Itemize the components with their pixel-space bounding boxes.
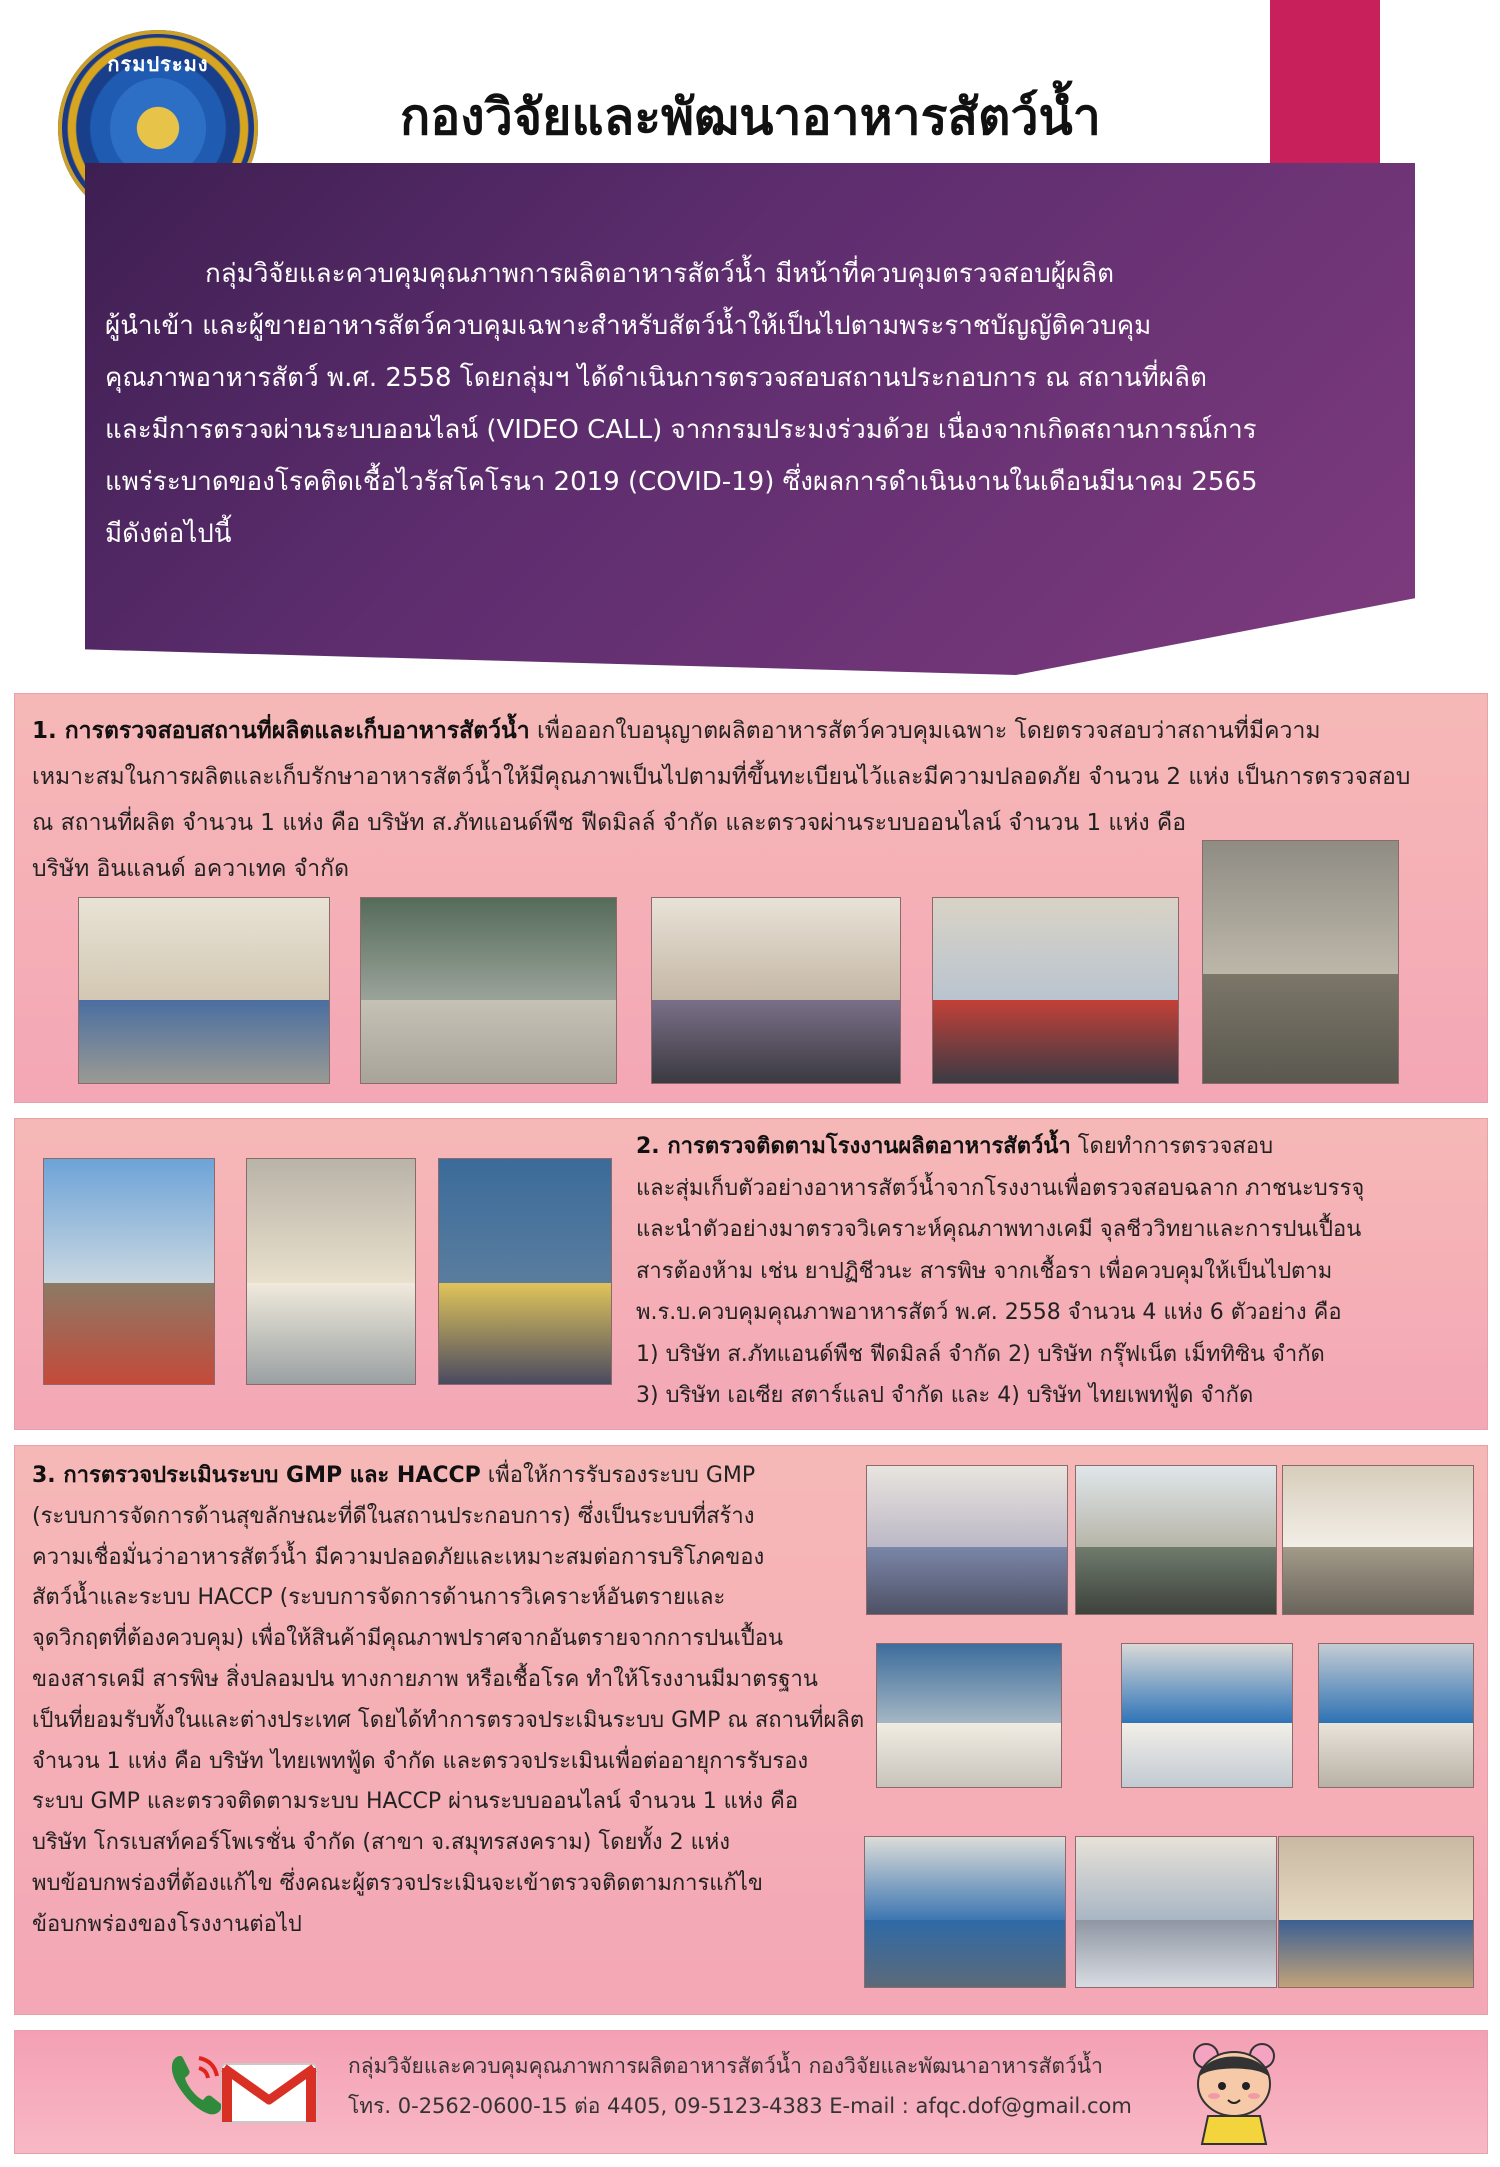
photo-online-audit-staff: [1278, 1836, 1474, 1988]
section-3-line: ความเชื่อมั่นว่าอาหารสัตว์น้ำ มีความปลอดภัยและเหมาะสมต่อการบริโภคของ: [32, 1544, 765, 1570]
section-2-heading: 2. การตรวจติดตามโรงงานผลิตอาหารสัตว์น้ำ: [636, 1134, 1071, 1159]
photo-haccp-desk: [876, 1643, 1062, 1788]
intro-line: คุณภาพอาหารสัตว์ พ.ศ. 2558 โดยกลุ่มฯ ได้ดำเนินการตรวจสอบสถานประกอบการ ณ สถานที่ผลิต: [105, 363, 1207, 393]
section-1-line: บริษัท อินแลนด์ อควาเทค จำกัด: [32, 856, 350, 882]
photo-factory-floor: [360, 897, 617, 1084]
section-2-line: โดยทำการตรวจสอบ: [1070, 1134, 1274, 1159]
mail-icon: [218, 2060, 320, 2126]
section-2-line: พ.ร.บ.ควบคุมคุณภาพอาหารสัตว์ พ.ศ. 2558 จำนวน 4 แห่ง 6 ตัวอย่าง คือ: [636, 1300, 1342, 1325]
photo-sample-labeling: [438, 1158, 612, 1385]
mascot-character-icon: [1188, 2036, 1280, 2146]
section-3-line: เพื่อให้การรับรองระบบ GMP: [480, 1463, 756, 1488]
photo-warehouse-inspection: [78, 897, 330, 1084]
section-3-line: ของสารเคมี สารพิษ สิ่งปลอมปน ทางกายภาพ หรือเชื้อโรค ทำให้โรงงานมีมาตรฐาน: [32, 1666, 818, 1692]
section-3-line: ข้อบกพร่องของโรงงานต่อไป: [32, 1911, 302, 1937]
photo-online-audit-laptop: [1075, 1836, 1277, 1988]
photo-production-line: [1202, 840, 1399, 1084]
section-3-line: บริษัท โกรเบสท์คอร์โพเรชั่น จำกัด (สาขา จ.สมุทรสงคราม) โดยทั้ง 2 แห่ง: [32, 1830, 731, 1856]
section-2-line: และสุ่มเก็บตัวอย่างอาหารสัตว์น้ำจากโรงงานเพื่อตรวจสอบฉลาก ภาชนะบรรจุ: [636, 1175, 1365, 1201]
photo-sample-packing: [246, 1158, 416, 1385]
photo-haccp-review: [1318, 1643, 1474, 1788]
intro-line: ผู้นำเข้า และผู้ขายอาหารสัตว์ควบคุมเฉพาะสำหรับสัตว์น้ำให้เป็นไปตามพระราชบัญญัติควบคุม: [105, 311, 1152, 341]
section-3-line: สัตว์น้ำและระบบ HACCP (ระบบการจัดการด้านการวิเคราะห์อันตรายและ: [32, 1585, 726, 1611]
section-3-heading: 3. การตรวจประเมินระบบ GMP และ HACCP: [32, 1463, 481, 1488]
photo-online-inspection: [932, 897, 1179, 1084]
section-3-text: [32, 1456, 867, 1946]
photo-video-call-office: [651, 897, 901, 1084]
section-1-line: เพื่อออกใบอนุญาตผลิตอาหารสัตว์ควบคุมเฉพาะ โดยตรวจสอบว่าสถานที่มีความ: [529, 718, 1321, 744]
section-1-heading: 1. การตรวจสอบสถานที่ผลิตและเก็บอาหารสัตว์น้ำ: [32, 718, 530, 744]
photo-online-audit-room: [864, 1836, 1066, 1988]
section-2-line: 1) บริษัท ส.ภัทแอนด์พืช ฟีดมิลล์ จำกัด 2) บริษัท กรุ๊ฟเน็ต เม็ททิซิน จำกัด: [636, 1341, 1325, 1367]
footer-organization: กลุ่มวิจัยและควบคุมคุณภาพการผลิตอาหารสัตว์น้ำ กองวิจัยและพัฒนาอาหารสัตว์น้ำ: [348, 2054, 1103, 2078]
intro-line: และมีการตรวจผ่านระบบออนไลน์ (VIDEO CALL) จากกรมประมงร่วมด้วย เนื่องจากเกิดสถานการณ์การ: [105, 415, 1257, 445]
section-1-line: เหมาะสมในการผลิตและเก็บรักษาอาหารสัตว์น้ำให้มีคุณภาพเป็นไปตามที่ขึ้นทะเบียนไว้และมีความปลอดภัย จำนวน 2 แห่ง เป็นการตรวจสอบ: [32, 764, 1411, 790]
intro-line: กลุ่มวิจัยและควบคุมคุณภาพการผลิตอาหารสัตว์น้ำ มีหน้าที่ควบคุมตรวจสอบผู้ผลิต: [205, 259, 1114, 289]
section-2-line: สารต้องห้าม เช่น ยาปฏิชีวนะ สารพิษ จากเชื้อรา เพื่อควบคุมให้เป็นไปตาม: [636, 1258, 1333, 1284]
section-3-line: จุดวิกฤตที่ต้องควบคุม) เพื่อให้สินค้ามีคุณภาพปราศจากอันตรายจากการปนเปื้อน: [32, 1626, 784, 1652]
section-3-line: จำนวน 1 แห่ง คือ บริษัท ไทยเพทฟู้ด จำกัด และตรวจประเมินเพื่อต่ออายุการรับรอง: [32, 1748, 809, 1774]
intro-line: มีดังต่อไปนี้: [105, 519, 232, 549]
section-3-line: (ระบบการจัดการด้านสุขลักษณะที่ดีในสถานประกอบการ) ซึ่งเป็นระบบที่สร้าง: [32, 1503, 755, 1529]
section-1-line: ณ สถานที่ผลิต จำนวน 1 แห่ง คือ บริษัท ส.ภัทแอนด์พืช ฟีดมิลล์ จำกัด และตรวจผ่านระบบออนไลน์ จำนวน 1 แห่ง คือ: [32, 810, 1187, 836]
photo-gmp-meeting: [866, 1465, 1068, 1615]
section-2-text: [636, 1126, 1476, 1417]
section-3-line: ระบบ GMP และตรวจติดตามระบบ HACCP ผ่านระบบออนไลน์ จำนวน 1 แห่ง คือ: [32, 1789, 799, 1815]
section-2-line: และนำตัวอย่างมาตรวจวิเคราะห์คุณภาพทางเคมี จุลชีววิทยาและการปนเปื้อน: [636, 1217, 1362, 1242]
section-3-line: พบข้อบกพร่องที่ต้องแก้ไข ซึ่งคณะผู้ตรวจประเมินจะเข้าตรวจติดตามการแก้ไข: [32, 1870, 763, 1896]
page-title: กองวิจัยและพัฒนาอาหารสัตว์น้ำ: [400, 88, 1101, 146]
photo-haccp-documents: [1121, 1643, 1293, 1788]
photo-gmp-inspectors: [1282, 1465, 1474, 1615]
footer-contact: โทร. 0-2562-0600-15 ต่อ 4405, 09-5123-4383 E-mail : afqc.dof@gmail.com: [348, 2094, 1132, 2118]
logo-top-text: กรมประมง: [107, 52, 209, 76]
section-2-line: 3) บริษัท เอเซีย สตาร์แลป จำกัด และ 4) บริษัท ไทยเพทฟู้ด จำกัด: [636, 1383, 1254, 1408]
photo-gmp-plant-tour: [1075, 1465, 1277, 1615]
section-3-line: เป็นที่ยอมรับทั้งในและต่างประเทศ โดยได้ทำการตรวจประเมินระบบ GMP ณ สถานที่ผลิต: [32, 1707, 865, 1733]
photo-sample-collection: [43, 1158, 215, 1385]
intro-line: แพร่ระบาดของโรคติดเชื้อไวรัสโคโรนา 2019 (COVID-19) ซึ่งผลการดำเนินงานในเดือนมีนาคม 2565: [105, 467, 1258, 497]
intro-paragraph: [105, 248, 1375, 560]
